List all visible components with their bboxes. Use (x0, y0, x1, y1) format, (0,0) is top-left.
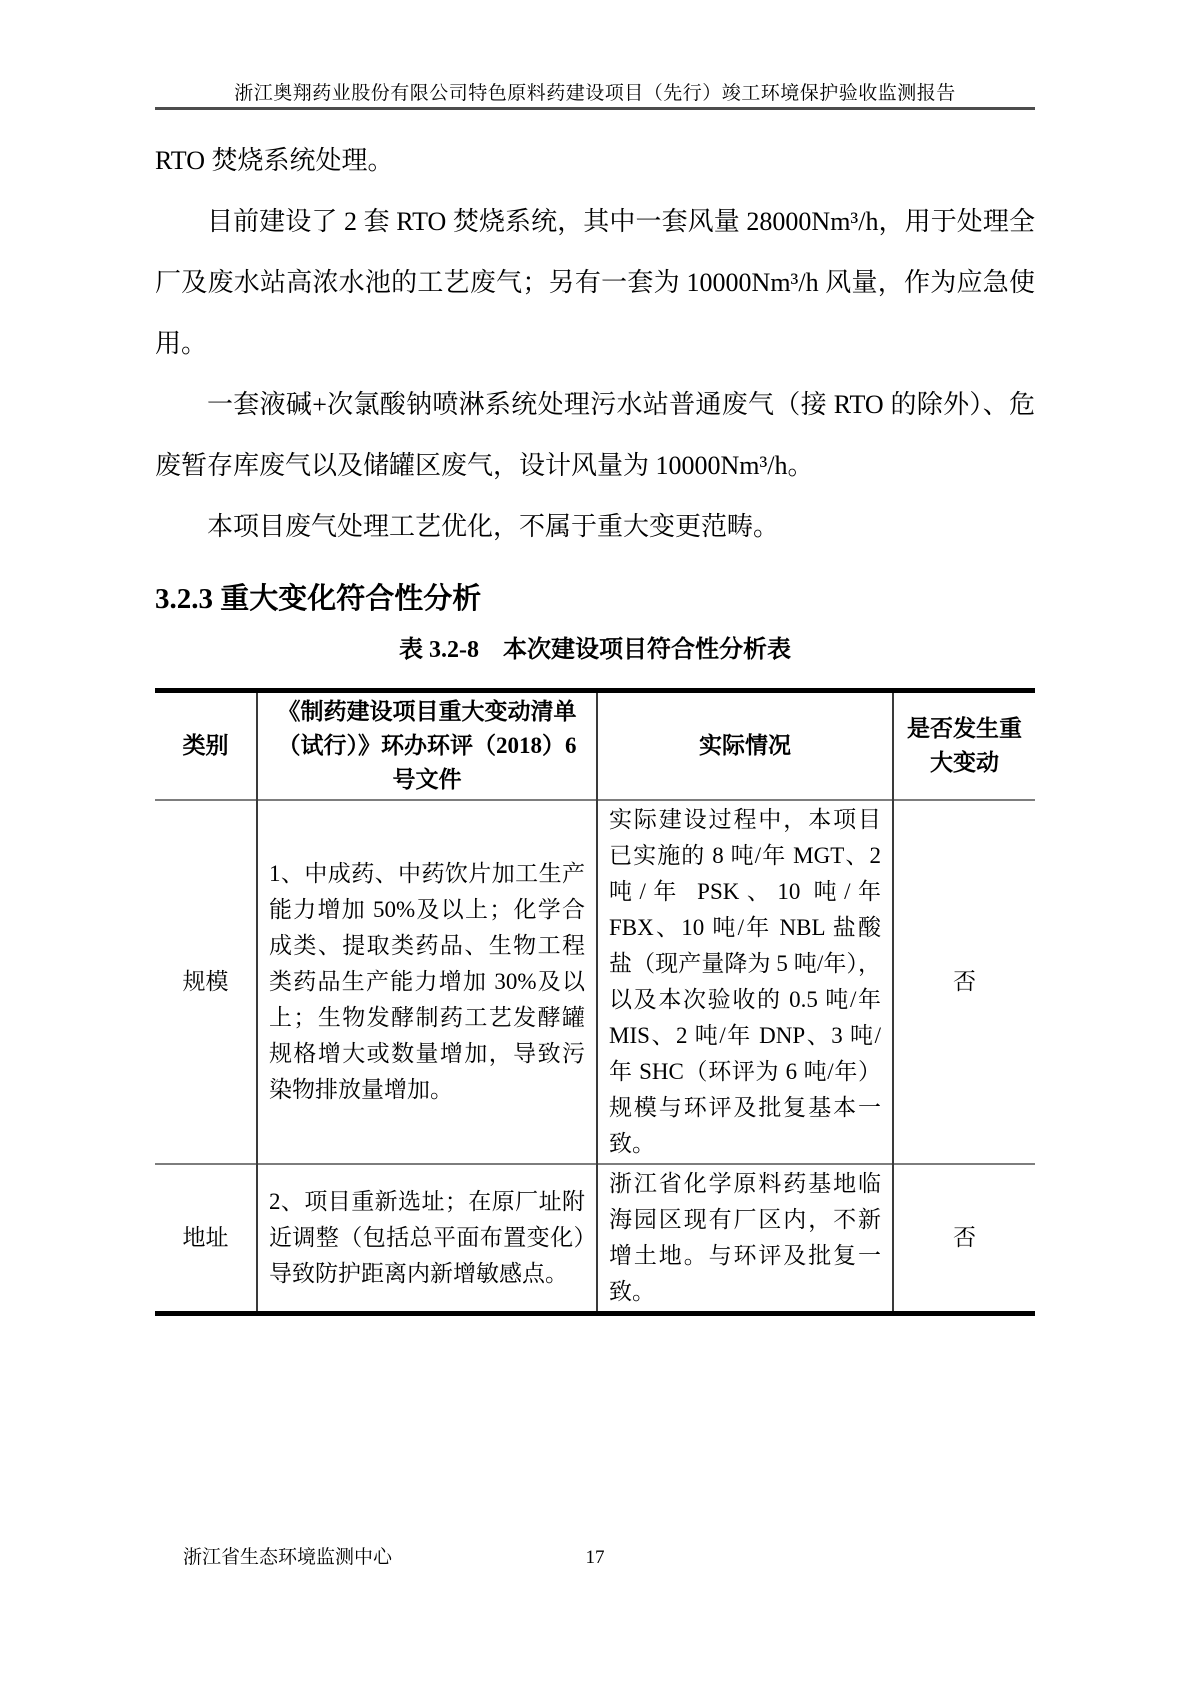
paragraph-rto-systems: 目前建设了 2 套 RTO 焚烧系统，其中一套风量 28000Nm³/h，用于处理全厂及废水站高浓水池的工艺废气；另有一套为 10000Nm³/h 风量，作为应急使用。 (155, 207, 1035, 358)
section-heading-3-2-3: 3.2.3 重大变化符合性分析 (155, 583, 482, 615)
cell-category-scale: 规模 (182, 969, 229, 994)
table-caption: 表 3.2-8 本次建设项目符合性分析表 (399, 637, 791, 663)
cell-requirement-scale: 1、中成药、中药饮片加工生产能力增加 50%及以上；化学合成类、提取类药品、生物工程类药品生产能力增加 30%及以上；生物发酵制药工艺发酵罐规格增大或数量增加，导致污染物排放量增加。 (257, 800, 597, 1164)
table-row (155, 800, 1035, 1164)
cell-requirement-address: 2、项目重新选址；在原厂址附近调整（包括总平面布置变化）导致防护距离内新增敏感点。 (257, 1164, 597, 1314)
paragraph-spray-system: 一套液碱+次氯酸钠喷淋系统处理污水站普通废气（接 RTO 的除外）、危废暂存库废气以及储罐区废气，设计风量为 10000Nm³/h。 (155, 390, 1035, 480)
paragraph-rto-continuation: RTO 焚烧系统处理。 (155, 146, 394, 175)
cell-actual-scale: 实际建设过程中，本项目已实施的 8 吨/年 MGT、2 吨/年 PSK、10 吨/年 FBX、10 吨/年 NBL 盐酸盐（现产量降为 5 吨/年），以及本次验收的 0.5 吨/年 MIS、2 吨/年 DNP、3 吨/年 SHC（环评为 6 吨/年）规模与环评及批复基本一致。 (597, 800, 893, 1164)
cell-actual-address: 浙江省化学原料药基地临海园区现有厂区内，不新增土地。与环评及批复一致。 (597, 1164, 893, 1314)
column-header-category: 类别 (182, 733, 229, 758)
table-row (155, 1164, 1035, 1314)
cell-major-change-address: 否 (893, 1164, 1035, 1314)
compliance-analysis-table (155, 688, 1035, 1316)
page-number: 17 (585, 1547, 605, 1568)
header-divider (155, 107, 1035, 110)
table-header-row (155, 691, 1035, 801)
cell-category-address: 地址 (182, 1225, 229, 1250)
column-header-actual: 实际情况 (597, 691, 893, 801)
running-header-title: 浙江奥翔药业股份有限公司特色原料药建设项目（先行）竣工环境保护验收监测报告 (234, 83, 956, 104)
page-content (155, 130, 1035, 1316)
paragraph-conclusion: 本项目废气处理工艺优化，不属于重大变更范畴。 (207, 512, 780, 541)
column-header-major-change: 是否发生重大变动 (893, 691, 1035, 801)
column-header-requirement: 《制药建设项目重大变动清单（试行）》环办环评（2018）6 号文件 (257, 691, 597, 801)
cell-major-change-scale: 否 (893, 800, 1035, 1164)
footer-organization: 浙江省生态环境监测中心 (183, 1547, 393, 1568)
